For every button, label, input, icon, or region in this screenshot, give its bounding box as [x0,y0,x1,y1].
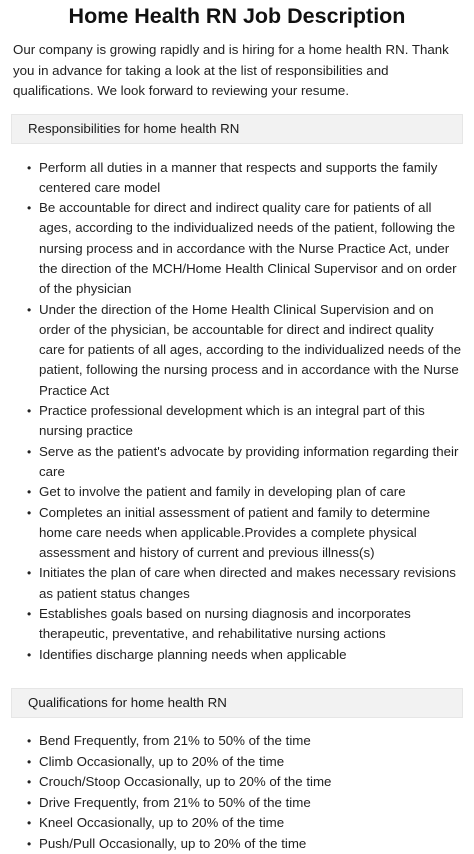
qualifications-heading-label: Qualifications for home health RN [28,694,227,710]
bullet-icon: • [27,647,32,662]
list-item: • Establishes goals based on nursing diagnosis and incorporates therapeutic, preventative, and rehabilitative nursing actions [27,606,411,642]
list-item: • Push/Pull Occasionally, up to 20% of the time [39,834,463,854]
list-item: • Be accountable for direct and indirect quality care for patients of all ages, according to the individualized needs of the patient, following the nursing process and in accordance with the Nurse Practice Act, under the direction of the MCH/Home Health Clinical Supervisor and on order of the physician [27,200,457,297]
list-item: • Drive Frequently, from 21% to 50% of the time [39,793,463,814]
bullet-icon: • [27,566,32,581]
list-item: • Serve as the patient's advocate by providing information regarding their care [27,443,459,479]
bullet-icon: • [27,816,32,831]
page-title: Home Health RN Job Description [68,4,406,28]
bullet-icon: • [27,201,32,216]
bullet-icon: • [27,836,32,851]
bullet-icon: • [27,302,32,317]
bullet-icon: • [27,795,32,810]
intro-paragraph: Our company is growing rapidly and is hiring for a home health RN. Thank you in advance for taking a look at the list of responsibilities and qualifications. We look forward to reviewing your resume. [13,42,449,98]
bullet-icon: • [27,444,32,459]
bullet-icon: • [27,775,32,790]
list-item: • Under the direction of the Home Health Clinical Supervision and on order of the physician, be accountable for direct and indirect quality care for patients of all ages, according to the individualized needs of the patient, following the nursing process and in accordance with the Nurse Practice Act [27,301,462,398]
qualifications-heading [11,688,463,718]
list-item: • Get to involve the patient and family in developing plan of care [39,482,463,502]
list-item: • Kneel Occasionally, up to 20% of the time [39,813,463,834]
bullet-icon: • [27,404,32,419]
responsibilities-heading [11,114,463,144]
list-item: • Bend Frequently, from 21% to 50% of the time [39,731,463,752]
list-item: • Identifies discharge planning needs when applicable [39,645,463,665]
bullet-icon: • [27,160,32,175]
responsibilities-list [11,158,463,665]
list-item: • Completes an initial assessment of patient and family to determine home care needs when applicable.Provides a complete physical assessment and history of current and previous illness(s) [27,504,430,561]
qualifications-list [11,731,463,854]
list-item: • Practice professional development which is an integral part of this nursing practice [27,403,425,439]
list-item: • Crouch/Stoop Occasionally, up to 20% of the time [39,772,463,793]
list-item: • Initiates the plan of care when directed and makes necessary revisions as patient status changes [27,565,456,601]
bullet-icon: • [27,485,32,500]
list-item: • Perform all duties in a manner that respects and supports the family centered care model [27,159,438,195]
list-item: • Climb Occasionally, up to 20% of the time [39,752,463,773]
bullet-icon: • [27,754,32,769]
bullet-icon: • [27,505,32,520]
bullet-icon: • [27,607,32,622]
bullet-icon: • [27,733,32,748]
responsibilities-heading-label: Responsibilities for home health RN [28,120,240,136]
